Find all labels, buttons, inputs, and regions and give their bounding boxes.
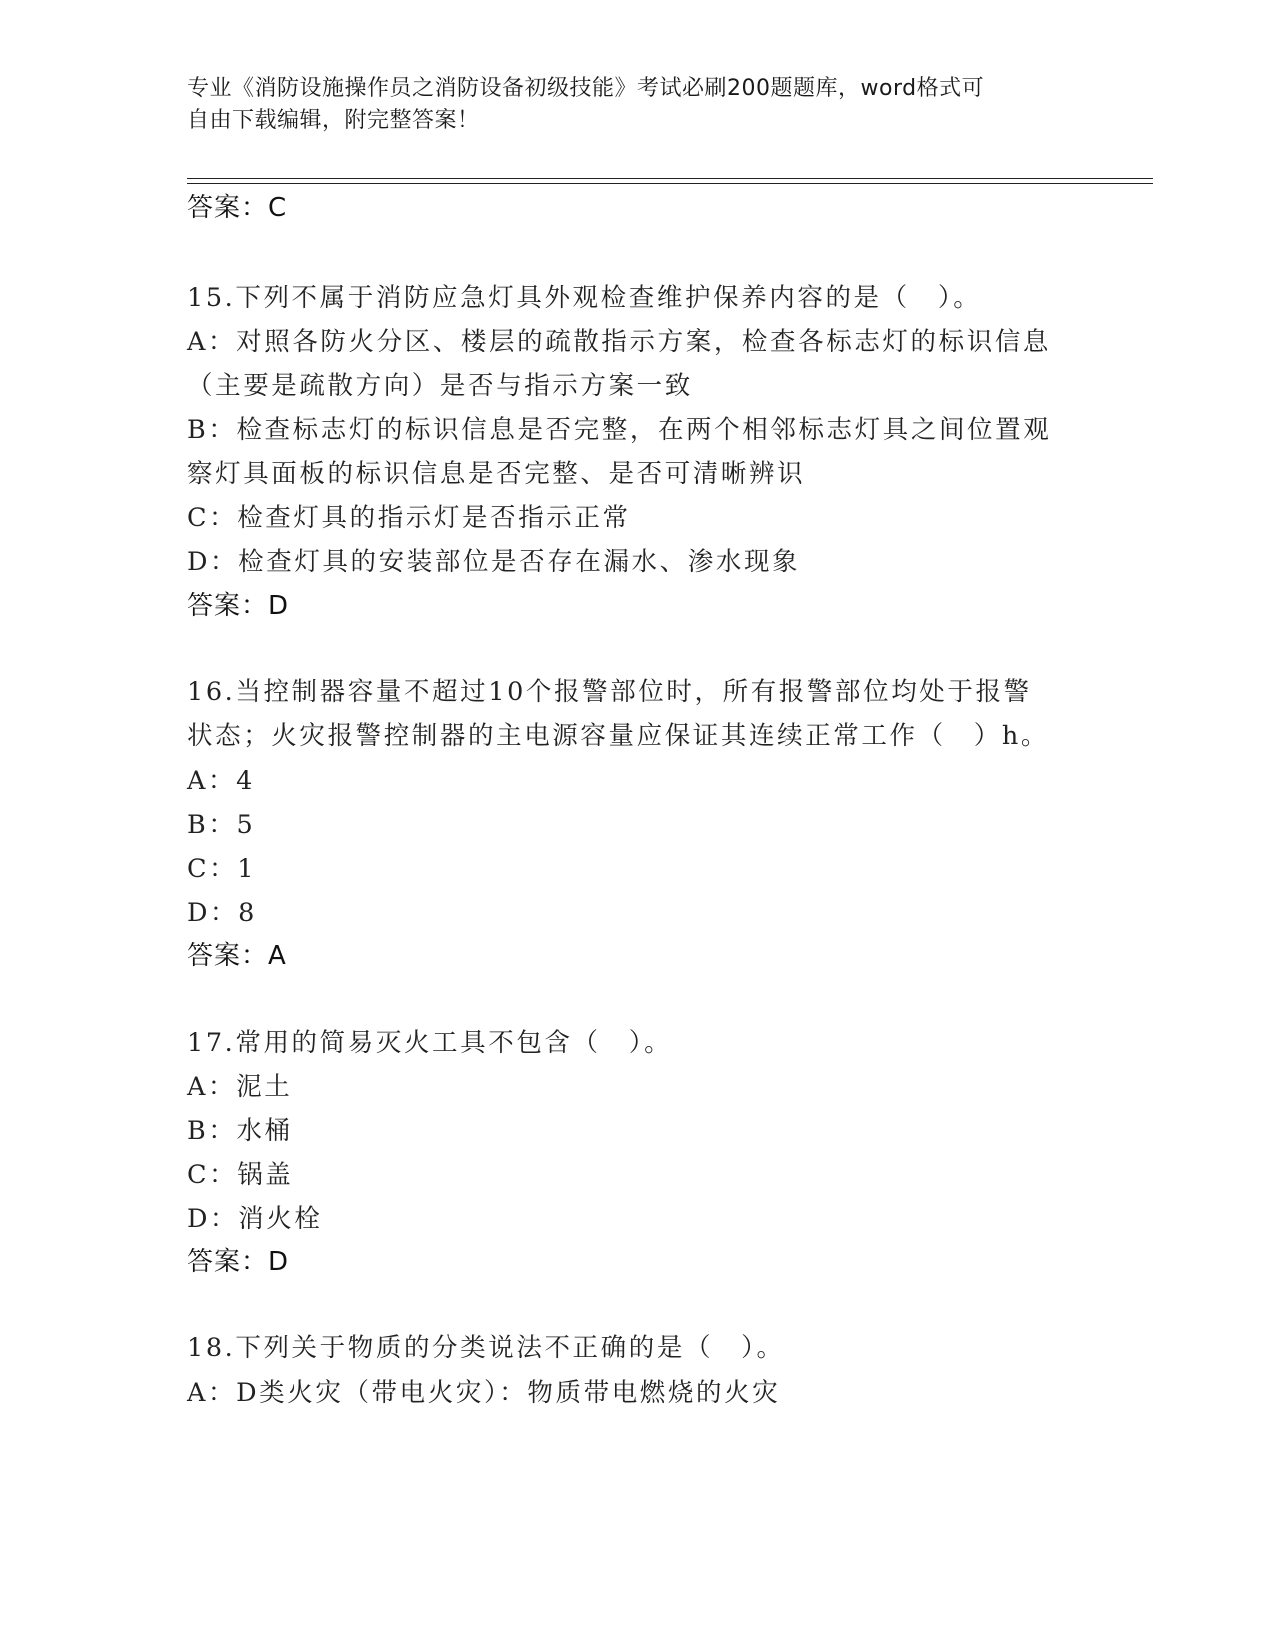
question-16-option-d: D：8 <box>187 898 257 928</box>
question-15-option-a-cont: （主要是疏散方向）是否与指示方案一致 <box>187 371 693 401</box>
question-16-stem: 16.当控制器容量不超过10个报警部位时，所有报警部位均处于报警 <box>187 677 1032 707</box>
question-16-option-a: A：4 <box>187 766 255 796</box>
question-15-option-c: C：检查灯具的指示灯是否指示正常 <box>187 503 631 533</box>
question-16-option-b: B：5 <box>187 810 256 840</box>
document-header <box>187 73 1087 137</box>
previous-answer: 答案：C <box>187 193 288 223</box>
question-15-option-b: B：检查标志灯的标识信息是否完整，在两个相邻标志灯具之间位置观 <box>187 415 1052 445</box>
question-15-option-b-cont: 察灯具面板的标识信息是否完整、是否可清晰辨识 <box>187 459 806 489</box>
question-16-option-c: C：1 <box>187 854 257 884</box>
question-17-option-d: D：消火栓 <box>187 1204 323 1234</box>
question-16-answer: 答案：A <box>187 941 287 971</box>
question-15-option-d: D：检查灯具的安装部位是否存在漏水、渗水现象 <box>187 547 801 577</box>
question-18-stem: 18.下列关于物质的分类说法不正确的是（ ）。 <box>187 1333 785 1363</box>
question-15-answer: 答案：D <box>187 591 290 621</box>
question-17-option-b: B：水桶 <box>187 1116 293 1146</box>
question-15-option-a: A：对照各防火分区、楼层的疏散指示方案，检查各标志灯的标识信息 <box>187 327 1052 357</box>
question-17-stem: 17.常用的简易灭火工具不包含（ ）。 <box>187 1028 673 1058</box>
question-17-answer: 答案：D <box>187 1247 290 1277</box>
header-line-2: 自由下载编辑，附完整答案！ <box>187 108 480 133</box>
header-divider-bottom <box>187 183 1153 184</box>
question-17-option-a: A：泥土 <box>187 1072 293 1102</box>
header-divider-top <box>187 178 1153 179</box>
question-18-option-a: A：D类火灾（带电火灾）：物质带电燃烧的火灾 <box>187 1378 781 1408</box>
question-15-stem: 15.下列不属于消防应急灯具外观检查维护保养内容的是（ ）。 <box>187 283 982 313</box>
header-line-1: 专业《消防设施操作员之消防设备初级技能》考试必刷200题题库，word格式可 <box>187 76 985 101</box>
question-16-stem-cont: 状态；火灾报警控制器的主电源容量应保证其连续正常工作（ ）h。 <box>187 721 1050 751</box>
question-17-option-c: C：锅盖 <box>187 1160 294 1190</box>
